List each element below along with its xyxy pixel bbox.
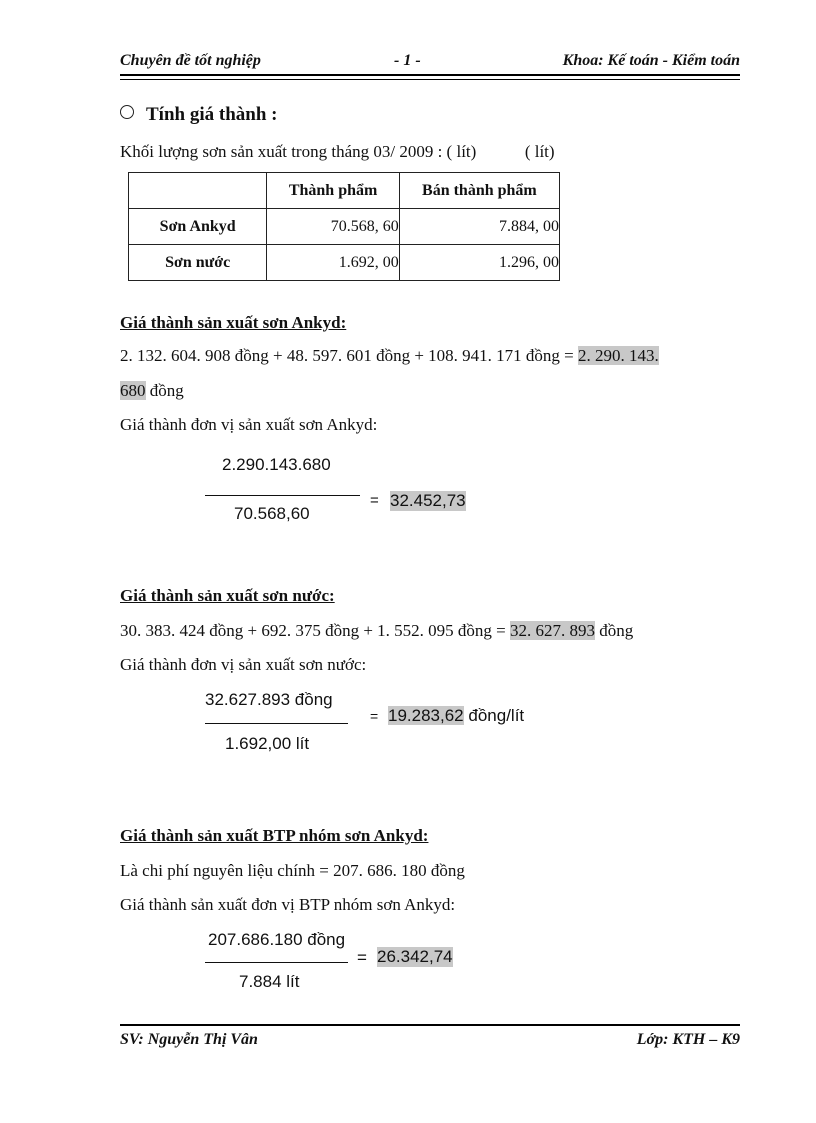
ankyd-formula-text: 2. 132. 604. 908 đồng + 48. 597. 601 đồng + 108. 941. 171 đồng = [120,346,574,365]
ankyd-unit-label: Giá thành đơn vị sản xuất sơn Ankyd: [120,415,378,434]
ankyd-total-unit: đồng [149,381,184,400]
btp-cost-line: Là chi phí nguyên liệu chính = 207. 686. 180 đồng [120,861,465,880]
ankyd-total-highlight: 2. 290. 143. [578,346,659,365]
ankyd-fraction [205,455,505,535]
btp-unit-label: Giá thành sản xuất đơn vị BTP nhóm sơn Ankyd: [120,895,456,914]
table-cell-finished: 1.692, 00 [267,245,399,281]
water-result-unit: đồng/lít [468,706,525,725]
section-title-text: Tính giá thành : [146,104,278,125]
water-heading: Giá thành sản xuất sơn nước: [120,586,335,605]
table-row [129,209,560,245]
footer-student: SV: Nguyễn Thị Vân [120,1031,258,1048]
ankyd-numerator: 2.290.143.680 [222,455,331,474]
ankyd-result: 32.452,73 [390,491,466,510]
footer-class: Lớp: KTH – K9 [636,1031,740,1048]
water-numerator: 32.627.893 đồng [205,690,333,709]
page-header [120,52,740,76]
ankyd-fraction-bar [205,495,360,496]
ankyd-formula [120,346,659,366]
ankyd-formula-cont [120,381,184,401]
btp-equals: = [357,948,367,967]
header-divider [120,79,740,80]
water-total-unit: đồng [599,621,634,640]
table-row [129,245,560,281]
ankyd-equals: = [370,492,379,509]
table-cell-semi: 7.884, 00 [399,209,559,245]
ankyd-denominator: 70.568,60 [234,504,310,523]
ankyd-heading: Giá thành sản xuất sơn Ankyd: [120,313,347,332]
table-header-cell: Bán thành phẩm [399,173,559,209]
water-unit-label: Giá thành đơn vị sản xuất sơn nước: [120,655,367,674]
table-header-row [129,173,560,209]
header-right: Khoa: Kế toán - Kiểm toán [562,52,740,69]
table-cell-name: Sơn nước [129,245,267,281]
section-title [120,104,277,126]
water-equals: = [370,708,379,724]
header-left: Chuyên đề tốt nghiệp [120,52,261,69]
water-total-highlight: 32. 627. 893 [510,621,596,640]
ankyd-total-highlight-cont: 680 [120,381,146,400]
table-cell-finished: 70.568, 60 [267,209,399,245]
water-formula-text: 30. 383. 424 đồng + 692. 375 đồng + 1. 552. 095 đồng = [120,621,506,640]
quantity-table [128,172,560,281]
water-formula [120,621,633,641]
table-header-cell: Thành phẩm [267,173,399,209]
table-cell-semi: 1.296, 00 [399,245,559,281]
table-cell-name: Sơn Ankyd [129,209,267,245]
btp-denominator: 7.884 lít [239,972,300,991]
circle-bullet-icon [120,105,134,119]
water-result-group [388,706,524,726]
btp-result: 26.342,74 [377,947,453,966]
water-fraction [205,690,605,760]
volume-unit: ( lít) [524,142,555,161]
btp-fraction-bar [205,962,348,963]
btp-numerator: 207.686.180 đồng [208,930,346,949]
table-header-cell [129,173,267,209]
page-footer [120,1024,740,1048]
page-number: - 1 - [394,52,421,69]
water-denominator: 1.692,00 lít [225,734,310,753]
water-result: 19.283,62 [388,706,464,725]
btp-heading: Giá thành sản xuất BTP nhóm sơn Ankyd: [120,826,429,845]
volume-text: Khối lượng sơn sản xuất trong tháng 03/ 2009 : ( lít) [120,142,477,161]
btp-fraction [205,930,525,1000]
water-fraction-bar [205,723,348,724]
volume-line [120,142,555,162]
